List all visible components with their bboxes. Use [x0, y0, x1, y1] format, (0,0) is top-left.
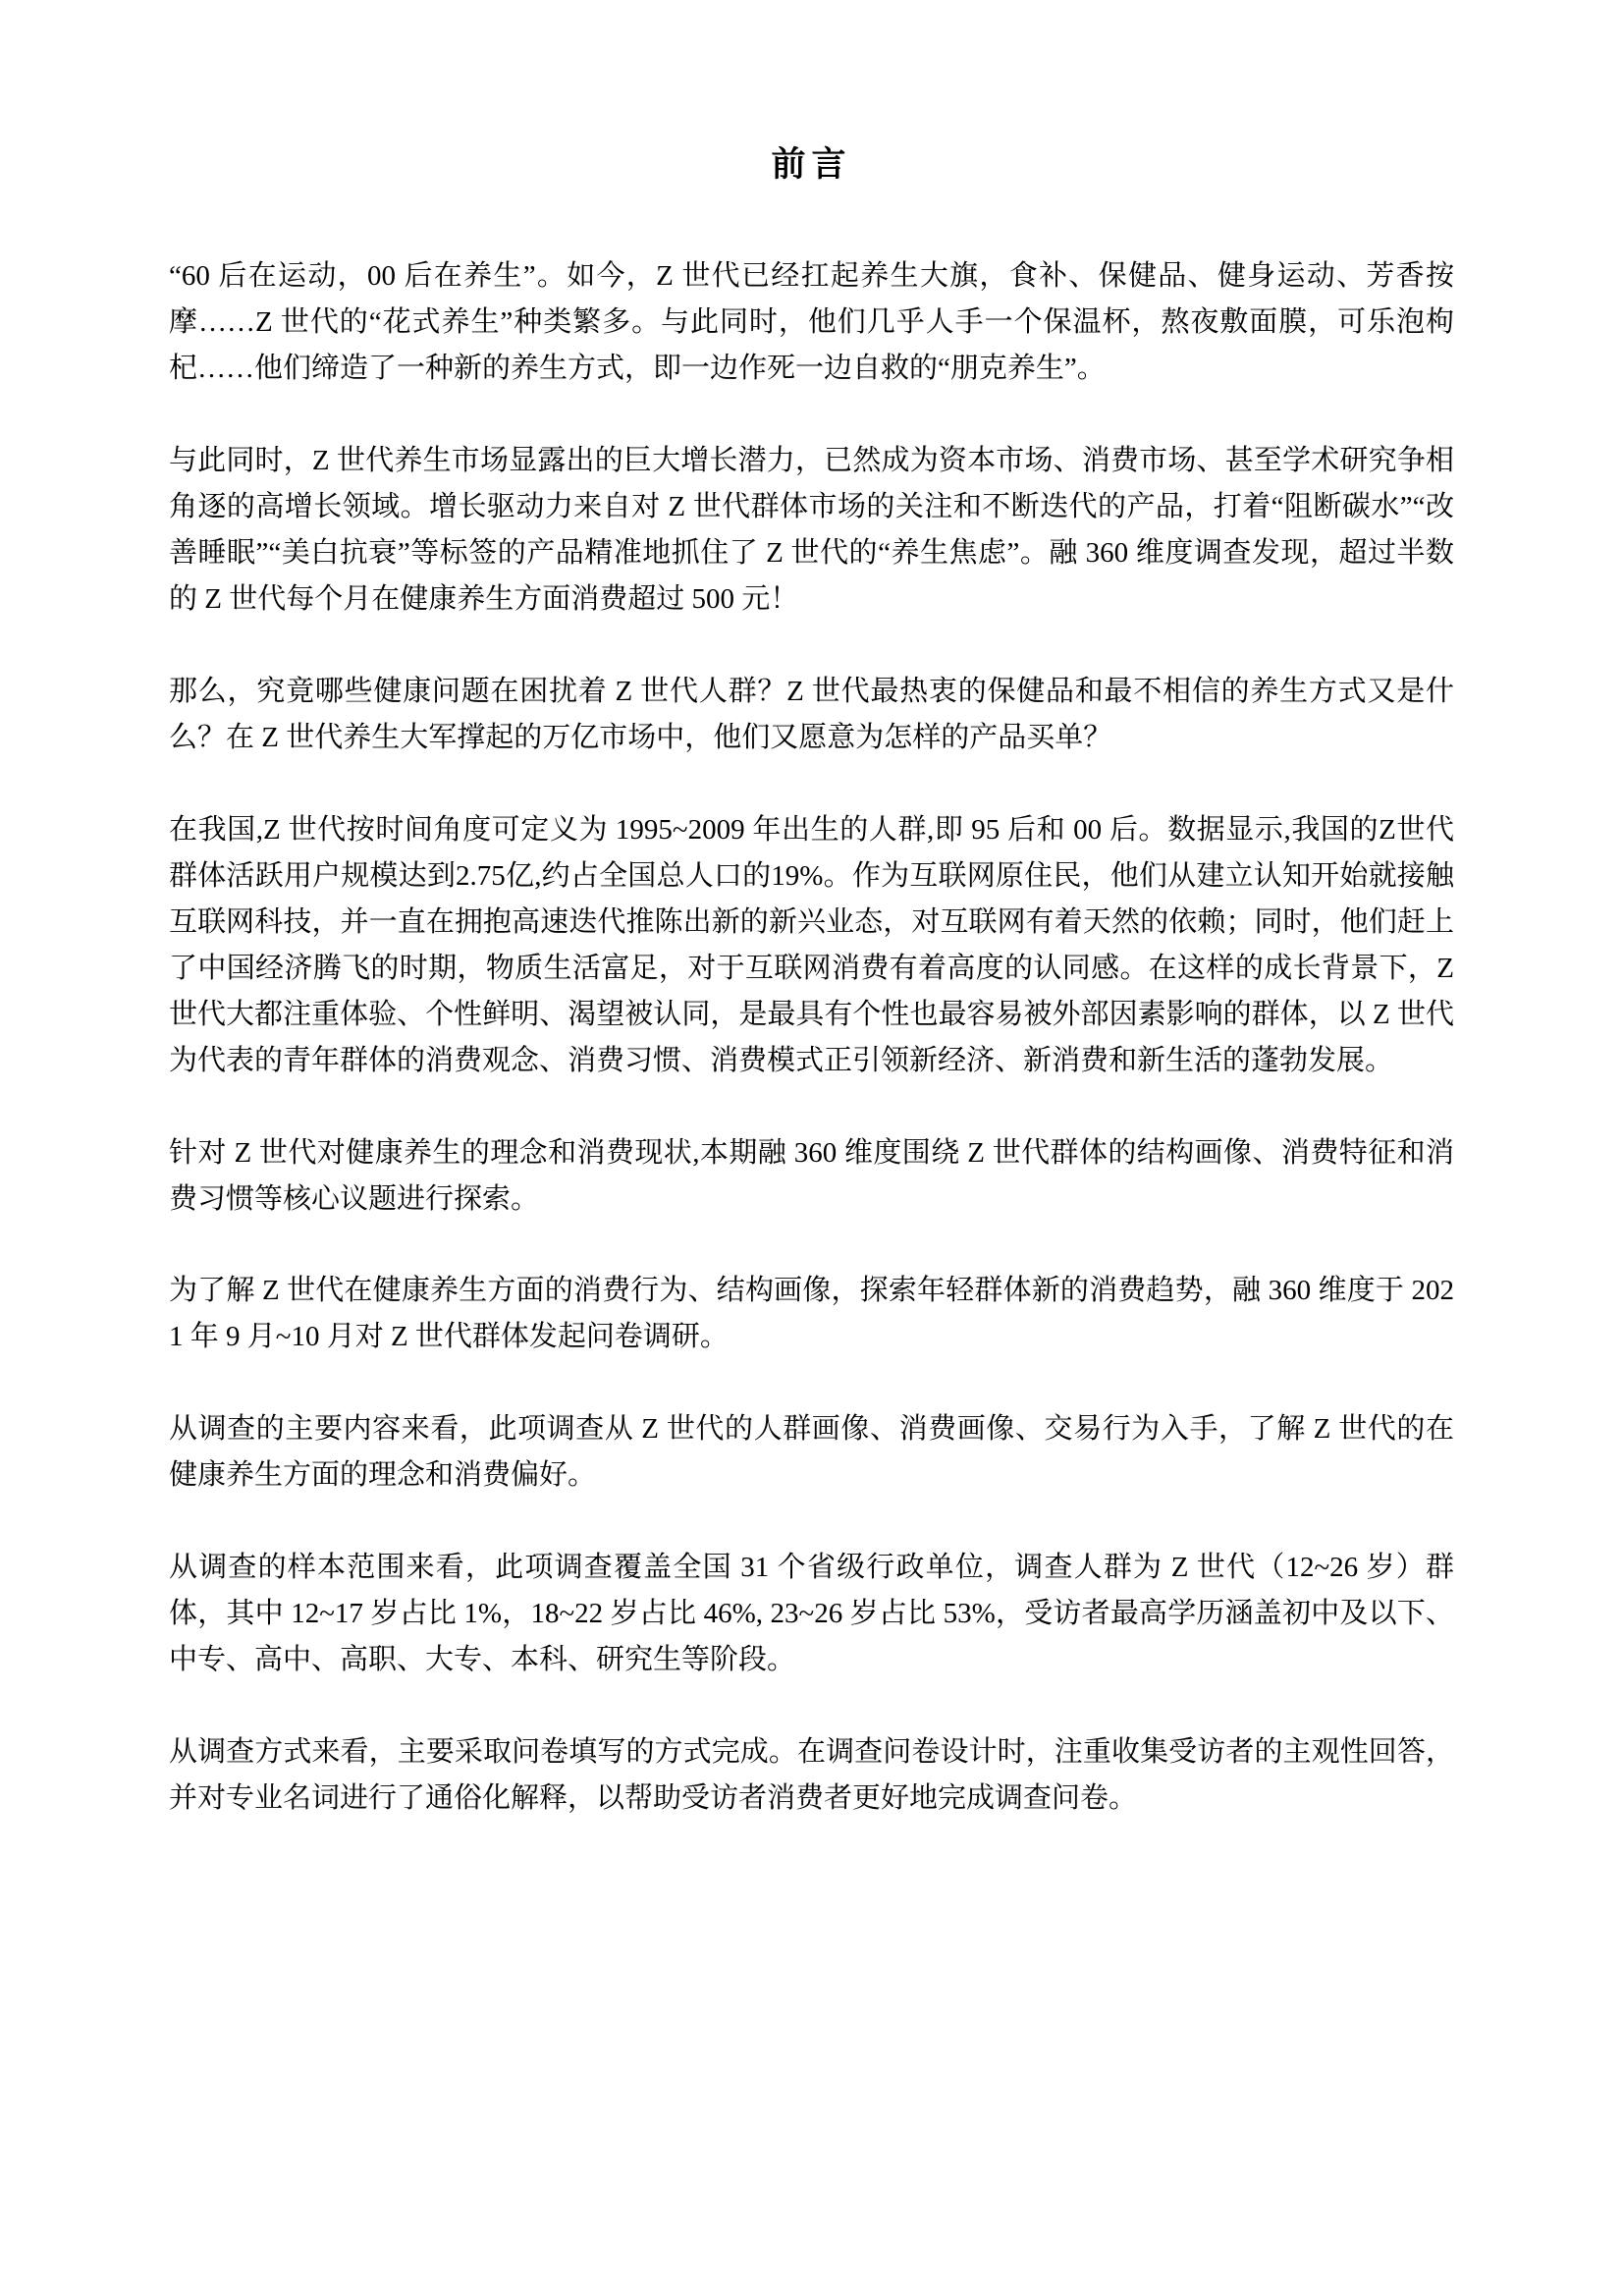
paragraph-9: 从调查方式来看，主要采取问卷填写的方式完成。在调查问卷设计时，注重收集受访者的主观性回答，并对专业名词进行了通俗化解释，以帮助受访者消费者更好地完成调查问卷。: [169, 1736, 1454, 1815]
paragraph-8: 从调查的样本范围来看，此项调查覆盖全国 31 个省级行政单位，调查人群为 Z 世代（12~26 岁）群体，其中 12~17 岁占比 1%，18~22 岁占比 46%, 23~26 岁占比 53%，受访者最高学历涵盖初中及以下、中专、高中、高职、大专、本科、研究生等阶段。: [169, 1552, 1454, 1676]
paragraph-2: 与此同时，Z 世代养生市场显露出的巨大增长潜力，已然成为资本市场、消费市场、甚至学术研究争相角逐的高增长领域。增长驱动力来自对 Z 世代群体市场的关注和不断迭代的产品，打着“阻断碳水”“改善睡眠”“美白抗衰”等标签的产品精准地抓住了 Z 世代的“养生焦虑”。融 360 维度调查发现，超过半数的 Z 世代每个月在健康养生方面消费超过 500 元！: [169, 444, 1454, 615]
paragraph-6: 为了解 Z 世代在健康养生方面的消费行为、结构画像，探索年轻群体新的消费趋势，融 360 维度于 2021 年 9 月~10 月对 Z 世代群体发起问卷调研。: [169, 1275, 1454, 1353]
paragraph-5: 针对 Z 世代对健康养生的理念和消费现状,本期融 360 维度围绕 Z 世代群体的结构画像、消费特征和消费习惯等核心议题进行探索。: [169, 1136, 1454, 1215]
paragraph-4: 在我国,Z 世代按时间角度可定义为 1995~2009 年出生的人群,即 95 后和 00 后。数据显示,我国的Z世代群体活跃用户规模达到2.75亿,约占全国总人口的19%。作为互联网原住民，他们从建立认知开始就接触互联网科技，并一直在拥抱高速迭代推陈出新的新兴业态，对互联网有着天然的依赖；同时，他们赶上了中国经济腾飞的时期，物质生活富足，对于互联网消费有着高度的认同感。在这样的成长背景下，Z 世代大都注重体验、个性鲜明、渴望被认同，是最具有个性也最容易被外部因素影响的群体，以 Z 世代为代表的青年群体的消费观念、消费习惯、消费模式正引领新经济、新消费和新生活的蓬勃发展。: [169, 813, 1454, 1076]
paragraph-1: “60 后在运动，00 后在养生”。如今，Z 世代已经扛起养生大旗，食补、保健品、健身运动、芳香按摩……Z 世代的“花式养生”种类繁多。与此同时，他们几乎人手一个保温杯，熬夜敷面膜，可乐泡枸杞……他们缔造了一种新的养生方式，即一边作死一边自救的“朋克养生”。: [169, 260, 1454, 384]
paragraph-7: 从调查的主要内容来看，此项调查从 Z 世代的人群画像、消费画像、交易行为入手，了解 Z 世代的在健康养生方面的理念和消费偏好。: [169, 1413, 1454, 1492]
page-title: 前言: [771, 145, 852, 184]
paragraph-3: 那么，究竟哪些健康问题在困扰着 Z 世代人群？Z 世代最热衷的保健品和最不相信的养生方式又是什么？在 Z 世代养生大军撑起的万亿市场中，他们又愿意为怎样的产品买单？: [169, 675, 1454, 753]
